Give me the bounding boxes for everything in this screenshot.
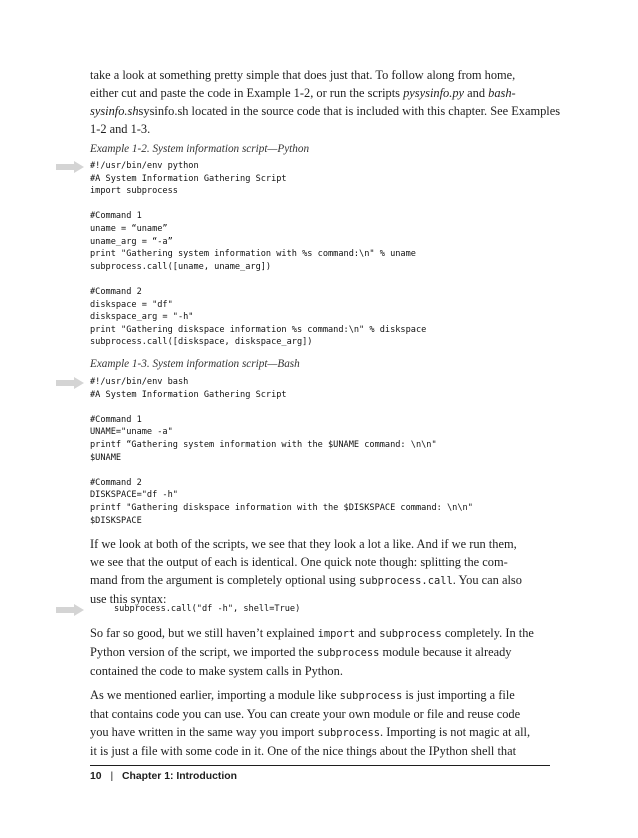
- code-line: subprocess.call([uname, uname_arg]): [90, 261, 272, 272]
- code-line: printf “Gathering system information with the $UNAME command: \n\n": [90, 439, 437, 450]
- text-line: 1-2 and 1-3.: [90, 122, 151, 136]
- text-segment: . Importing is not magic at all,: [380, 725, 531, 739]
- code-line: print "Gathering system information with %s command:\n" % uname: [90, 249, 416, 260]
- inline-code: subprocess.call: [358, 575, 453, 587]
- example-1-2-code: [90, 160, 426, 349]
- code-line: print "Gathering diskspace information %s command:\n" % diskspace: [90, 324, 427, 335]
- paragraph-import: [90, 624, 550, 680]
- text-line: [90, 624, 550, 643]
- code-line: #!/usr/bin/env python: [90, 161, 199, 171]
- text-line: it is just a file with some code in it. One of the nice things about the IPython shell that: [90, 744, 517, 758]
- example-1-2-caption: Example 1-2. System information script—Python: [90, 143, 310, 155]
- code-line: [90, 464, 473, 477]
- filename-python: pysysinfo.py: [403, 86, 465, 100]
- code-line: #Command 1: [90, 211, 142, 222]
- text-segment: either cut and paste the code in Example 1-2, or run the scripts: [90, 86, 404, 100]
- text-segment: you have written in the same way you import: [90, 725, 318, 739]
- text-segment: and: [355, 626, 380, 640]
- text-segment: completely. In the: [441, 626, 534, 640]
- inline-code: subprocess: [379, 628, 442, 640]
- code-line: printf "Gathering diskspace information with the $DISKSPACE command: \n\n": [90, 502, 473, 513]
- text-line: If we look at both of the scripts, we see that they look a lot a like. And if we run them,: [90, 537, 517, 551]
- paragraph-modules: [90, 686, 550, 760]
- text-segment: mand from the argument is completely optional using: [90, 573, 359, 587]
- text-segment: and: [464, 86, 489, 100]
- code-line: DISKSPACE="df -h": [90, 490, 178, 501]
- inline-code: subprocess: [339, 690, 403, 702]
- text-segment: So far so good, but we still haven’t explained: [90, 626, 318, 640]
- text-line: [90, 84, 550, 102]
- text-segment: As we mentioned earlier, importing a module like: [90, 688, 340, 702]
- code-line: [90, 401, 473, 414]
- paragraph-intro: [90, 66, 561, 138]
- code-line: #!/usr/bin/env bash: [90, 377, 189, 387]
- text-segment: . You can also: [452, 573, 522, 587]
- text-segment: sysinfo.sh located in the source code that is included with this chapter. See Examples: [138, 104, 561, 118]
- code-line: #A System Information Gathering Script: [90, 173, 287, 184]
- text-line: that contains code you can use. You can create your own module or file and reuse code: [90, 707, 521, 721]
- text-line: [90, 102, 561, 120]
- code-line: uname_arg = “-a”: [90, 236, 173, 247]
- text-line: take a look at something pretty simple that does just that. To follow along from home,: [90, 68, 516, 82]
- example-1-3-code: [90, 376, 473, 527]
- inline-code: subprocess: [317, 727, 381, 739]
- filename-bash-continued: sysinfo.sh: [90, 104, 139, 118]
- arrow-icon: [56, 377, 84, 389]
- inline-code: subprocess: [316, 647, 380, 659]
- syntax-example-code: subprocess.call("df -h", shell=True): [114, 604, 301, 614]
- code-line: #Command 1: [90, 414, 142, 425]
- code-line: $DISKSPACE: [90, 515, 142, 526]
- paragraph-comparison: [90, 535, 550, 608]
- code-line: import subprocess: [90, 186, 178, 197]
- code-line: [90, 198, 426, 211]
- text-segment: is just importing a file: [402, 688, 515, 702]
- text-line: contained the code to make system calls in Python.: [90, 664, 343, 678]
- text-segment: Python version of the script, we imported the: [90, 645, 317, 659]
- footer-separator: |: [110, 771, 114, 782]
- code-line: subprocess.call([diskspace, diskspace_arg]): [90, 337, 313, 348]
- page-footer: [90, 771, 237, 782]
- text-line: [90, 723, 550, 742]
- text-line: use this syntax:: [90, 592, 167, 606]
- text-line: [90, 686, 550, 705]
- arrow-icon: [56, 161, 84, 173]
- code-line: #Command 2: [90, 477, 142, 488]
- code-line: UNAME="uname -a": [90, 427, 173, 438]
- code-line: diskspace = "df": [90, 299, 173, 310]
- code-line: $UNAME: [90, 452, 122, 463]
- code-line: [90, 273, 426, 286]
- footer-divider: [90, 765, 550, 766]
- inline-code: import: [317, 628, 356, 640]
- example-1-3-caption: Example 1-3. System information script—Bash: [90, 358, 300, 370]
- page-number: 10: [90, 771, 102, 782]
- chapter-title: Chapter 1: Introduction: [122, 771, 237, 782]
- text-line: [90, 571, 550, 590]
- code-line: #A System Information Gathering Script: [90, 389, 287, 400]
- text-segment: module because it already: [379, 645, 512, 659]
- text-line: we see that the output of each is identical. One quick note though: splitting the com-: [90, 555, 508, 569]
- code-line: #Command 2: [90, 286, 142, 297]
- text-line: [90, 643, 550, 662]
- filename-bash: bash-: [488, 86, 516, 100]
- code-line: uname = “uname”: [90, 223, 168, 234]
- code-line: diskspace_arg = "-h": [90, 312, 194, 323]
- arrow-icon: [56, 604, 84, 616]
